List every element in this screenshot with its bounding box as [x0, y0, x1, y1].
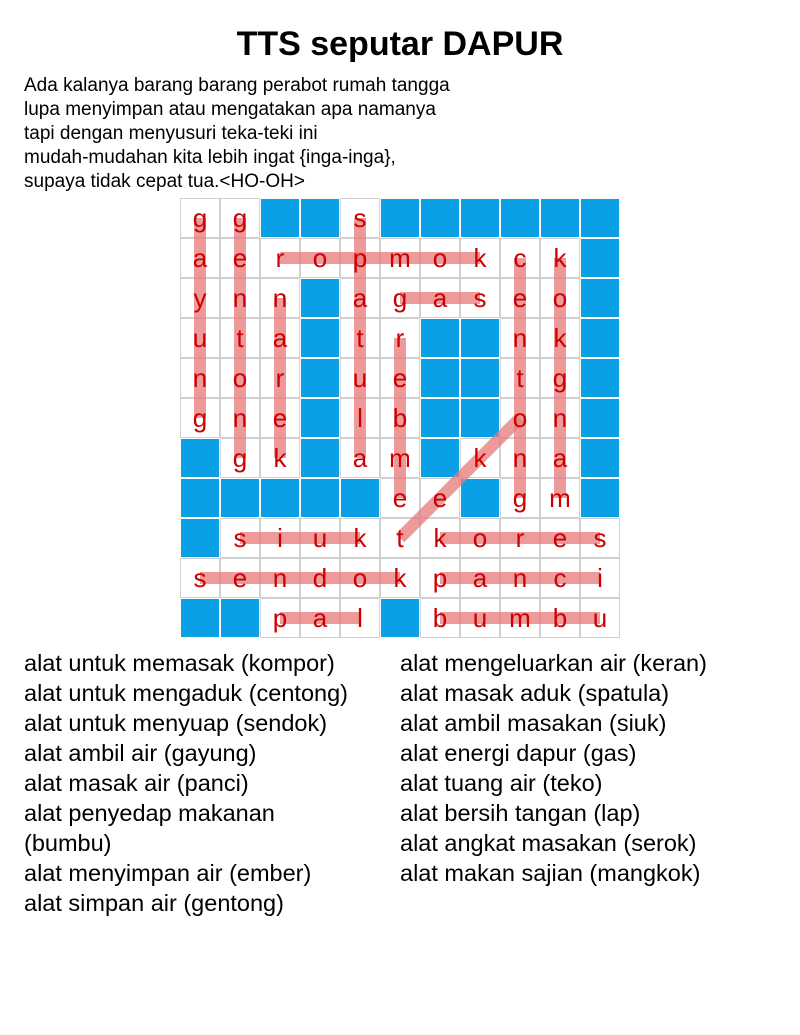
- grid-letter: c: [553, 563, 567, 593]
- grid-letter: b: [552, 603, 568, 633]
- grid-letter: o: [552, 283, 568, 313]
- grid-letter: o: [312, 243, 328, 273]
- grid-letter: b: [392, 403, 408, 433]
- grid-letter: s: [593, 523, 607, 553]
- grid-letter: u: [592, 603, 608, 633]
- grid-letter: n: [192, 363, 208, 393]
- grid-letter: o: [512, 403, 528, 433]
- grid-letter: u: [472, 603, 488, 633]
- clue-item: alat penyedap makanan: [24, 800, 275, 826]
- grid-letter: e: [232, 243, 248, 273]
- grid-letter: m: [509, 603, 531, 633]
- grid-letter: g: [192, 203, 208, 233]
- grid-letter: n: [272, 563, 288, 593]
- page-title: TTS seputar DAPUR: [236, 25, 564, 63]
- grid-letter: o: [352, 563, 368, 593]
- clue-item: alat makan sajian (mangkok): [400, 860, 701, 886]
- grid-letter: a: [472, 563, 488, 593]
- grid-letter: a: [272, 323, 288, 353]
- grid-letter: n: [552, 403, 568, 433]
- grid-letter: e: [552, 523, 568, 553]
- clue-item: alat angkat masakan (serok): [400, 830, 697, 856]
- grid-letter: e: [392, 483, 408, 513]
- clue-item: alat ambil masakan (siuk): [400, 710, 667, 736]
- intro-line: supaya tidak cepat tua.<HO-OH>: [24, 171, 305, 192]
- grid-letter: a: [352, 283, 368, 313]
- grid-letter: e: [272, 403, 288, 433]
- clue-item: alat tuang air (teko): [400, 770, 603, 796]
- word-search-grid: [180, 198, 620, 638]
- grid-letter: n: [272, 283, 288, 313]
- grid-letter: a: [552, 443, 568, 473]
- clue-item: alat bersih tangan (lap): [400, 800, 641, 826]
- grid-letter: a: [352, 443, 368, 473]
- intro-line: Ada kalanya barang barang perabot rumah tangga: [24, 75, 450, 96]
- grid-letter: i: [277, 523, 283, 553]
- grid-letter: k: [273, 443, 287, 473]
- grid-letter: o: [472, 523, 488, 553]
- grid-letter: n: [512, 563, 528, 593]
- grid-letter: p: [432, 563, 448, 593]
- grid-letter: m: [389, 243, 411, 273]
- grid-letter: t: [356, 323, 364, 353]
- grid-letter: r: [275, 363, 285, 393]
- intro-line: tapi dengan menyusuri teka-teki ini: [24, 123, 318, 144]
- intro-text: [24, 74, 450, 194]
- grid-letter: r: [275, 243, 285, 273]
- grid-letter: e: [232, 563, 248, 593]
- grid-letter: a: [312, 603, 328, 633]
- grid-letter: k: [553, 323, 567, 353]
- grid-letter: n: [232, 403, 248, 433]
- intro-line: lupa menyimpan atau mengatakan apa namanya: [24, 99, 436, 120]
- clue-item: alat untuk menyuap (sendok): [24, 710, 328, 736]
- grid-letter: a: [432, 283, 448, 313]
- grid-letter: i: [597, 563, 603, 593]
- grid-letter: g: [552, 363, 568, 393]
- intro-line: mudah-mudahan kita lebih ingat {inga-inga},: [24, 147, 396, 168]
- grid-letter: o: [432, 243, 448, 273]
- grid-letter: r: [395, 323, 405, 353]
- clue-item: alat energi dapur (gas): [400, 740, 637, 766]
- grid-letter: k: [393, 563, 407, 593]
- grid-letter: s: [473, 283, 487, 313]
- grid-letter: n: [512, 323, 528, 353]
- grid-letter: k: [553, 243, 567, 273]
- clue-item: alat mengeluarkan air (keran): [400, 650, 707, 676]
- grid-letter: k: [353, 523, 367, 553]
- grid-letter: n: [512, 443, 528, 473]
- grid-letter: p: [272, 603, 288, 633]
- grid-letter: s: [353, 203, 367, 233]
- grid-letter: k: [473, 243, 487, 273]
- clue-item: alat masak aduk (spatula): [400, 680, 670, 706]
- grid-letter: k: [433, 523, 447, 553]
- clue-item: alat masak air (panci): [24, 770, 249, 796]
- clue-item: alat untuk mengaduk (centong): [24, 680, 348, 706]
- grid-letter: m: [549, 483, 571, 513]
- grid-letter: l: [357, 603, 363, 633]
- grid-letter: s: [193, 563, 207, 593]
- grid-letter: g: [232, 203, 248, 233]
- clue-list-right: [400, 648, 707, 888]
- grid-letter: g: [392, 283, 408, 313]
- grid-letter: g: [512, 483, 528, 513]
- clue-list-left: [24, 648, 348, 918]
- grid-letter: m: [389, 443, 411, 473]
- grid-letter: g: [232, 443, 248, 473]
- grid-letter: a: [192, 243, 208, 273]
- grid-letter: e: [432, 483, 448, 513]
- clue-item: alat untuk memasak (kompor): [24, 650, 335, 676]
- grid-letter: b: [432, 603, 448, 633]
- clue-item: alat simpan air (gentong): [24, 890, 284, 916]
- grid-letter: o: [232, 363, 248, 393]
- grid-letter: g: [192, 403, 208, 433]
- grid-letter: u: [352, 363, 368, 393]
- grid-letter: e: [392, 363, 408, 393]
- grid-letter: r: [515, 523, 525, 553]
- grid-letter: u: [192, 323, 208, 353]
- grid-letter: n: [232, 283, 248, 313]
- grid-letter: t: [396, 523, 404, 553]
- grid-letter: p: [352, 243, 368, 273]
- grid-letter: y: [193, 283, 207, 313]
- clue-item: alat menyimpan air (ember): [24, 860, 312, 886]
- grid-letter: d: [312, 563, 328, 593]
- grid-letter: e: [512, 283, 528, 313]
- grid-letter: t: [236, 323, 244, 353]
- clue-item: (bumbu): [24, 830, 112, 856]
- grid-letter: k: [473, 443, 487, 473]
- grid-letter: s: [233, 523, 247, 553]
- grid-letter: l: [357, 403, 363, 433]
- grid-letter: u: [312, 523, 328, 553]
- grid-letter: c: [513, 243, 527, 273]
- grid-letter: t: [516, 363, 524, 393]
- clue-item: alat ambil air (gayung): [24, 740, 257, 766]
